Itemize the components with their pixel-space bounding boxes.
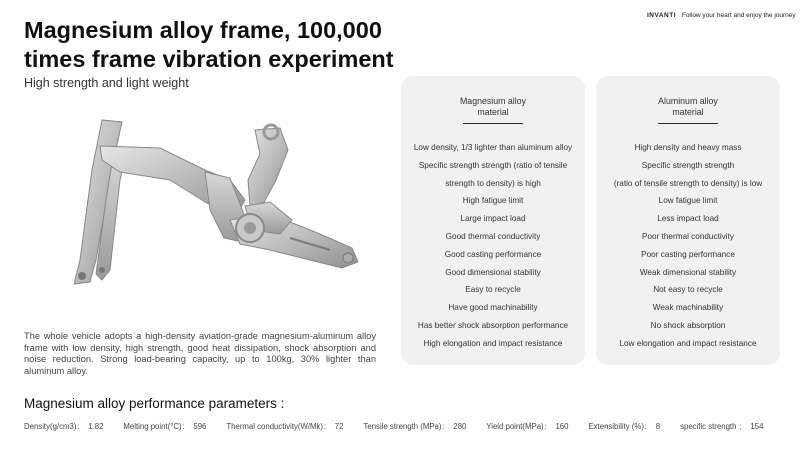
aluminum-card-header	[596, 96, 780, 118]
param-label: specific strength ：	[680, 422, 747, 431]
list-item: Low fatigue limit	[658, 196, 718, 206]
aluminum-comparison-card	[596, 76, 780, 365]
list-item: Low elongation and impact resistance	[619, 338, 757, 348]
list-item: Not easy to recycle	[653, 285, 723, 295]
brand	[647, 12, 796, 19]
list-item: Easy to recycle	[465, 285, 521, 295]
list-item: No shock absorption	[650, 320, 726, 330]
param-value: 8	[655, 422, 661, 431]
list-item: High fatigue limit	[462, 196, 524, 206]
magnesium-card-header	[401, 96, 585, 118]
brand-logo: INVANTI	[647, 12, 677, 19]
param-label: Yield point(MPa)：	[486, 422, 552, 431]
header-divider	[658, 123, 718, 124]
list-item: Good dimensional stability	[445, 267, 541, 277]
magnesium-comparison-card	[401, 76, 585, 365]
list-item: Has better shock absorption performance	[417, 320, 569, 330]
list-item: (ratio of tensile strength to density) is low	[613, 178, 763, 188]
magnesium-header-line-2: material	[477, 107, 509, 117]
aluminum-header-line-2: material	[672, 107, 704, 117]
list-item: Less impact load	[657, 214, 719, 224]
brand-tagline: Follow your heart and enjoy the journey	[681, 12, 796, 19]
magnesium-property-list	[401, 139, 585, 353]
param-label: Extensibility (%)：	[588, 422, 652, 431]
list-item: Specific strength strength	[641, 160, 735, 170]
param-extensibility	[588, 421, 660, 432]
parameters-title: Magnesium alloy performance parameters :	[24, 396, 285, 411]
param-label: Melting point(°C)：	[123, 422, 190, 431]
param-value: 280	[453, 422, 467, 431]
list-item: Specific strength strength (ratio of tensile	[418, 160, 568, 170]
param-value: 72	[334, 422, 344, 431]
main-frame	[100, 125, 358, 268]
list-item: High density and heavy mass	[634, 143, 742, 152]
page-title: Magnesium alloy frame, 100,000 times frame vibration experiment	[24, 17, 394, 72]
page-subtitle: High strength and light weight	[24, 76, 189, 90]
list-item: Large impact load	[460, 214, 526, 224]
param-label: Thermal conductivity(W/Mk)：	[226, 422, 331, 431]
param-label: Density(g/cm3)：	[24, 422, 85, 431]
param-value: 596	[193, 422, 207, 431]
param-thermal-conductivity	[226, 421, 343, 432]
param-tensile-strength	[363, 421, 466, 432]
list-item: Weak machinability	[652, 303, 724, 313]
list-item: Poor casting performance	[641, 249, 735, 259]
param-yield-point	[486, 421, 568, 432]
list-item: Have good machinability	[448, 303, 538, 313]
param-value: 1.82	[88, 422, 104, 431]
aluminum-property-list	[596, 139, 780, 353]
parameters-row	[24, 421, 783, 432]
list-item: High elongation and impact resistance	[423, 338, 563, 348]
list-item: Good thermal conductivity	[445, 231, 541, 241]
magnesium-header-line-1: Magnesium alloy	[459, 96, 526, 106]
param-label: Tensile strength (MPa)：	[363, 422, 450, 431]
param-value: 154	[750, 422, 764, 431]
param-specific-strength	[680, 421, 763, 432]
bike-frame-image	[30, 110, 370, 310]
frame-description: The whole vehicle adopts a high-density aviation-grade magnesium-aluminum alloy frame with low density, high strength, good heat dissipation, shock absorption and noise reduction. Strong load-bearing capacity, up to 100kg, 30% lighter than aluminum alloy.	[24, 331, 376, 376]
param-density	[24, 421, 103, 432]
param-melting-point	[123, 421, 206, 432]
list-item: Good casting performance	[444, 249, 542, 259]
header-divider	[463, 123, 523, 124]
list-item: Weak dimensional stability	[639, 267, 737, 277]
list-item: Low density, 1/3 lighter than aluminum alloy	[413, 143, 573, 152]
aluminum-header-line-1: Aluminum alloy	[658, 96, 718, 106]
fork	[74, 120, 126, 284]
list-item: Poor thermal conductivity	[642, 231, 734, 241]
list-item: strength to density) is high	[445, 178, 541, 188]
param-value: 160	[555, 422, 569, 431]
